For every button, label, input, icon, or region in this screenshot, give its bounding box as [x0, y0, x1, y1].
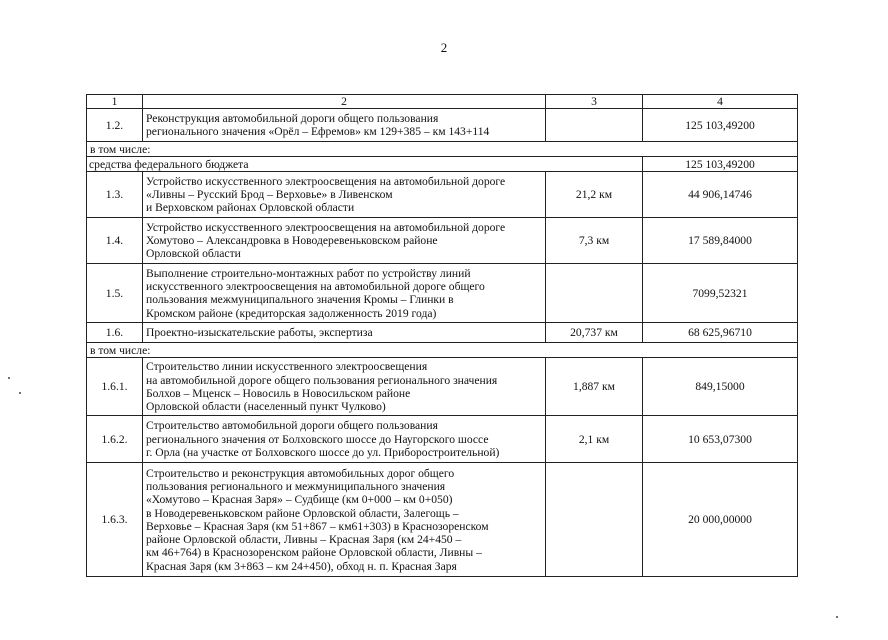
row-amount: 68 625,96710	[643, 323, 798, 343]
including-label: в том числе:	[87, 142, 798, 157]
description-line: Строительство автомобильной дороги общего пользования	[146, 419, 438, 433]
row-description	[143, 358, 546, 416]
description-line: в Новодеревеньковском районе Орловской области, Залегощь –	[146, 506, 459, 520]
row-length: 7,3 км	[546, 218, 643, 264]
subtotal-label-row	[87, 142, 798, 157]
row-amount: 125 103,49200	[643, 109, 798, 142]
row-length	[546, 109, 643, 142]
row-number: 1.5.	[87, 264, 143, 323]
row-amount: 10 653,07300	[643, 416, 798, 463]
description-line: Кромском районе (кредиторская задолженность 2019 года)	[146, 306, 437, 320]
row-description	[143, 416, 546, 463]
row-length: 2,1 км	[546, 416, 643, 463]
description-line: на автомобильной дороге общего пользования регионального значения	[146, 373, 498, 387]
row-amount: 17 589,84000	[643, 218, 798, 264]
description-line: Строительство линии искусственного электроосвещения	[146, 360, 428, 374]
row-number: 1.6.2.	[87, 416, 143, 463]
row-description	[143, 323, 546, 343]
description-line: Устройство искусственного электроосвещения на автомобильной дороге	[146, 174, 506, 188]
row-number: 1.4.	[87, 218, 143, 264]
header-cell-3: 3	[546, 95, 643, 109]
description-line: Хомутово – Александровка в Новодеревеньковском районе	[146, 234, 438, 248]
row-number: 1.3.	[87, 172, 143, 218]
description-line: «Хомутово – Красная Заря» – Судбище (км 0+000 – км 0+050)	[146, 493, 453, 507]
row-description	[143, 109, 546, 142]
row-description	[143, 172, 546, 218]
description-line: пользования регионального и межмуниципального значения	[146, 479, 446, 493]
description-line: Выполнение строительно-монтажных работ по устройству линий	[146, 266, 471, 280]
description-line: регионального значения «Орёл – Ефремов» км 129+385 – км 143+114	[146, 125, 490, 139]
row-number: 1.2.	[87, 109, 143, 142]
header-cell-4: 4	[643, 95, 798, 109]
row-description	[143, 463, 546, 577]
table-row	[87, 358, 798, 416]
row-amount: 7099,52321	[643, 264, 798, 323]
row-amount: 20 000,00000	[643, 463, 798, 577]
row-length: 21,2 км	[546, 172, 643, 218]
description-line: районе Орловской области, Ливны – Красная Заря (км 24+450 –	[146, 533, 462, 547]
description-line: Красная Заря (км 3+863 – км 24+450), обход н. п. Красная Заря	[146, 559, 457, 573]
description-line: Болхов – Мценск – Новосиль в Новосильском районе	[146, 386, 411, 400]
scan-speck	[8, 377, 10, 379]
row-number: 1.6.	[87, 323, 143, 343]
table-row	[87, 416, 798, 463]
description-line: Устройство искусственного электроосвещения на автомобильной дороге	[146, 220, 506, 234]
scan-speck	[19, 392, 21, 394]
table-row	[87, 109, 798, 142]
description-line: регионального значения от Болховского шоссе до Наугорского шоссе	[146, 432, 489, 446]
row-length: 1,887 км	[546, 358, 643, 416]
row-amount: 44 906,14746	[643, 172, 798, 218]
description-line: км 46+764) в Краснозоренском районе Орловской области, Ливны –	[146, 546, 482, 560]
table-row	[87, 172, 798, 218]
description-line: искусственного электроосвещения на автомобильной дороге общего	[146, 280, 485, 293]
scan-speck	[836, 616, 838, 618]
including-label: в том числе:	[87, 343, 798, 358]
page-number: 2	[440, 40, 448, 55]
description-line: и Верховском районах Орловской области	[146, 201, 355, 215]
table-row	[87, 218, 798, 264]
table-row	[87, 323, 798, 343]
table-header-row	[87, 95, 798, 109]
federal-budget-amount: 125 103,49200	[643, 157, 798, 172]
description-line: Строительство и реконструкция автомобильных дорог общего	[146, 466, 455, 480]
row-number: 1.6.1.	[87, 358, 143, 416]
row-amount: 849,15000	[643, 358, 798, 416]
header-cell-2: 2	[143, 95, 546, 109]
row-number: 1.6.3.	[87, 463, 143, 577]
description-line: «Ливны – Русский Брод – Верховье» в Ливенском	[146, 188, 393, 202]
description-line: Реконструкция автомобильной дороги общего пользования	[146, 112, 439, 125]
row-length	[546, 264, 643, 323]
description-line: Проектно-изыскательские работы, экспертиза	[146, 326, 373, 340]
row-description	[143, 218, 546, 264]
table-row	[87, 264, 798, 323]
description-line: Орловской области	[146, 247, 241, 261]
description-line: Орловской области (населенный пункт Чулково)	[146, 400, 386, 414]
description-line: Верховье – Красная Заря (км 51+867 – км61+303) в Краснозоренском	[146, 519, 489, 533]
header-cell-1: 1	[87, 95, 143, 109]
row-description	[143, 264, 546, 323]
budget-table	[86, 94, 798, 577]
federal-budget-row	[87, 157, 798, 172]
table-row	[87, 463, 798, 577]
federal-budget-label: средства федерального бюджета	[87, 157, 643, 172]
description-line: пользования межмуниципального значения Кромы – Глинки в	[146, 293, 454, 307]
description-line: г. Орла (на участке от Болховского шоссе до ул. Приборостроительной)	[146, 445, 500, 459]
row-length	[546, 463, 643, 577]
subtotal-label-row	[87, 343, 798, 358]
row-length: 20,737 км	[546, 323, 643, 343]
